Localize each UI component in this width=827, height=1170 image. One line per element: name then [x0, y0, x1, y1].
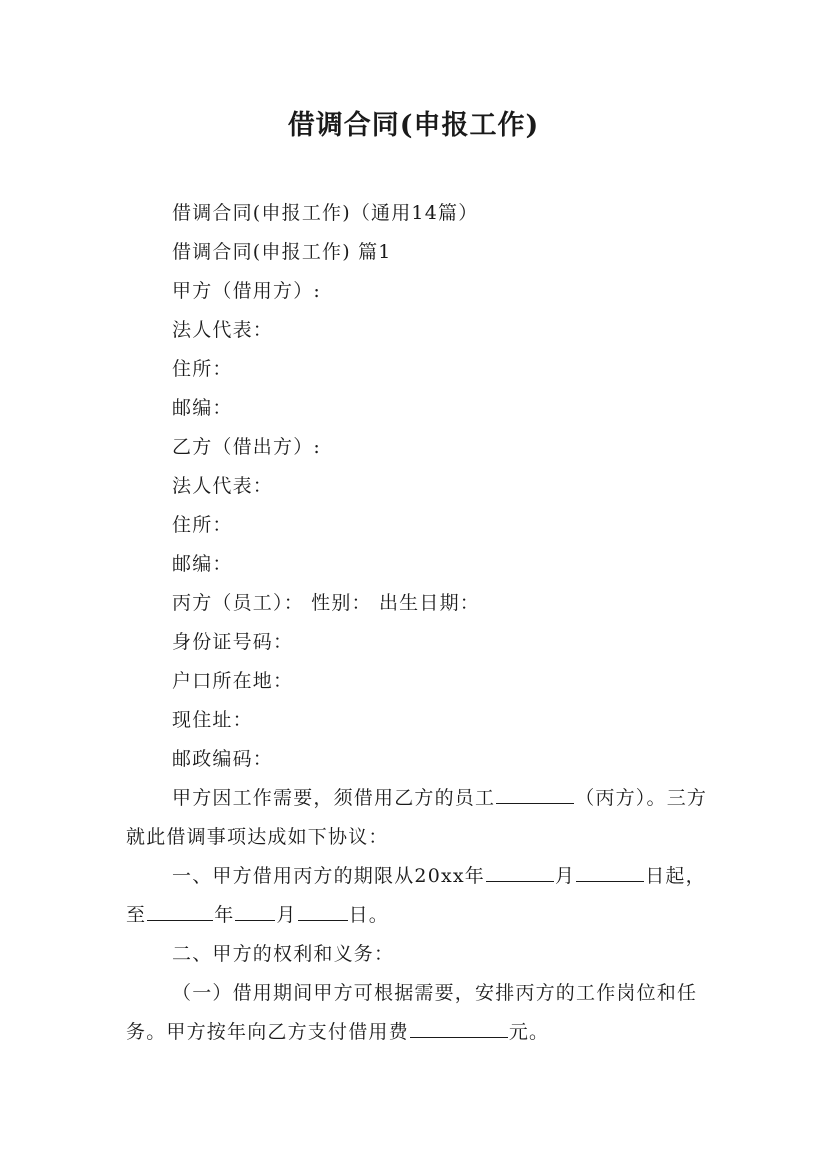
- end-year-blank: [147, 900, 213, 921]
- end-day-blank: [298, 900, 348, 921]
- paragraph-party-b: 乙方（借出方）:: [172, 436, 322, 458]
- paragraph-postal-code: 邮政编码：: [172, 748, 274, 770]
- paragraph-party-b-legal-rep: 法人代表：: [172, 475, 274, 497]
- term-clause-text-3: 日起，至: [126, 865, 706, 926]
- paragraph-term-clause: [126, 857, 716, 935]
- paragraph-id-number: 身份证号码：: [172, 631, 294, 653]
- staff-name-blank: [496, 783, 574, 804]
- paragraph-current-address: 现住址：: [172, 709, 253, 731]
- paragraph-section-heading: 借调合同(申报工作) 篇1: [172, 241, 392, 263]
- borrowing-fee-blank: [410, 1017, 508, 1038]
- paragraph-party-b-address: 住所：: [172, 514, 233, 536]
- borrowing-reason-text: 甲方因工作需要，须借用乙方的员工: [172, 787, 496, 809]
- start-day-blank: [576, 861, 644, 882]
- term-clause-text-4: 年: [214, 904, 235, 926]
- rights-item-1-text: （一）借用期间甲方可根据需要，安排丙方的工作岗位和任务。甲方按年向乙方支付借用费: [126, 982, 698, 1043]
- end-month-blank: [235, 900, 275, 921]
- start-month-blank: [486, 861, 554, 882]
- borrowing-reason-text-end: （丙方）。三方就此借调事项达成如下协议：: [126, 787, 708, 848]
- term-clause-text-2: 月: [555, 865, 576, 887]
- paragraph-party-a: 甲方（借用方）:: [172, 280, 322, 302]
- paragraph-party-a-rights-heading: 二、甲方的权利和义务：: [172, 943, 395, 965]
- document-title: 借调合同(申报工作): [287, 110, 540, 141]
- term-clause-text-1: 一、甲方借用丙方的期限从20xx年: [172, 865, 486, 887]
- paragraph-household-registration: 户口所在地：: [172, 670, 294, 692]
- paragraph-borrowing-reason: [126, 779, 716, 857]
- term-clause-text-6: 日。: [348, 904, 390, 926]
- paragraph-party-a-postcode: 邮编：: [172, 397, 233, 419]
- paragraph-rights-item-1: [126, 974, 716, 1052]
- paragraph-party-c: 丙方（员工）： 性别： 出生日期：: [172, 592, 480, 614]
- paragraph-party-b-postcode: 邮编：: [172, 553, 233, 575]
- term-clause-text-5: 月: [276, 904, 297, 926]
- document-body: [126, 194, 716, 1052]
- paragraph-party-a-address: 住所：: [172, 358, 233, 380]
- paragraph-subtitle: 借调合同(申报工作)（通用14篇）: [172, 202, 479, 224]
- rights-item-1-text-end: 元。: [508, 1021, 550, 1043]
- paragraph-party-a-legal-rep: 法人代表：: [172, 319, 274, 341]
